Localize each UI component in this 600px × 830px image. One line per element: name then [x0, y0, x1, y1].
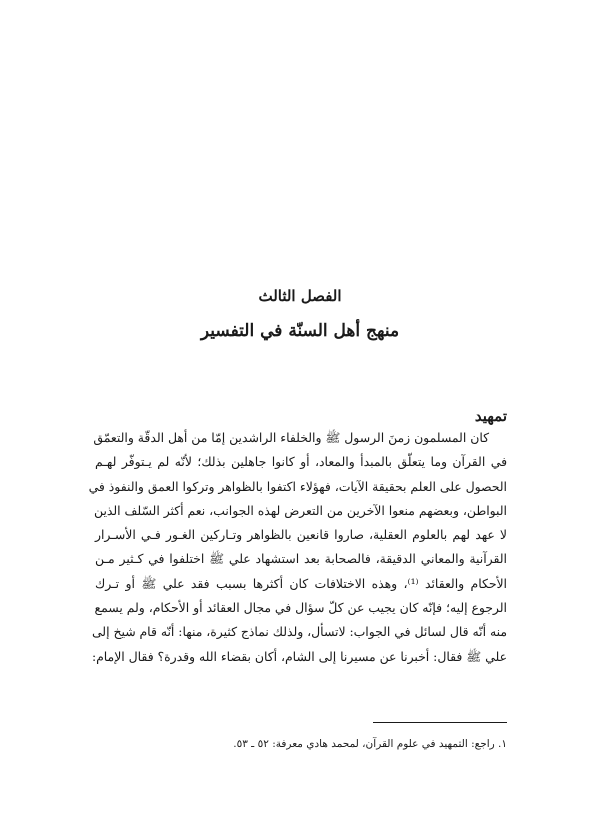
chapter-title: منهج أهل السنّة في التفسير — [200, 321, 400, 341]
section-heading: تمهيد — [474, 407, 507, 425]
footnote-separator — [373, 722, 507, 723]
body-line: كان المسلمون زمنَ الرسول ﷺ والخلفاء الراشدين إمّا من أهل الدقّة والتعمّق — [93, 430, 489, 445]
body-line: البواطن، وبعضهم منعوا الآخرين من التعرض لهذه الجوانب، نعم أكثر السّلف الذين — [94, 502, 507, 518]
body-line: الأحكام والعقائد ⁽¹⁾، وهذه الاختلافات كان أكثرها بسبب فقد علي ﷺ أو تـرك — [95, 575, 507, 591]
body-line: في القرآن وما يتعلّق بالمبدأ والمعاد، أو كانوا جاهلين بذلك؛ لأنّه لم يـتوفّر لهـم — [95, 454, 507, 470]
body-line: لا عهد لهم بالعلوم العقلية، صاروا قانعين بالظواهر وتـاركين الغـور فـي الأسـرار — [95, 527, 507, 543]
body-line: علي ﷺ فقال: أخبرنا عن مسيرنا إلى الشام، أكان بقضاء الله وقدرة؟ فقال الإمام: — [91, 648, 507, 664]
chapter-label: الفصل الثالث — [258, 287, 342, 305]
body-line: منه أنّه قال لسائل في الجواب: لاتسأل، ولذلك نماذج كثيرة، منها: أنّه قام شيخ إلى — [91, 624, 507, 640]
body-paragraph — [88, 426, 507, 669]
body-line: الحصول على العلم بحقيقة الآيات، فهؤلاء اكتفوا بالظواهر وتركوا العمق والنفوذ في — [88, 478, 507, 494]
body-line: القرآنية والمعاني الدقيقة، فالصحابة بعد استشهاد علي ﷺ اختلفوا في كـثير مـن — [95, 551, 507, 567]
body-line: الرجوع إليه؛ فإنّه كان يجيب عن كلّ سؤال في مجال العقائد أو الأحكام، ولم يسمع — [94, 600, 507, 616]
footnote: ١. راجع: التمهيد في علوم القرآن، لمحمد هادي معرفة: ٥٢ ـ ٥٣. — [233, 738, 507, 750]
